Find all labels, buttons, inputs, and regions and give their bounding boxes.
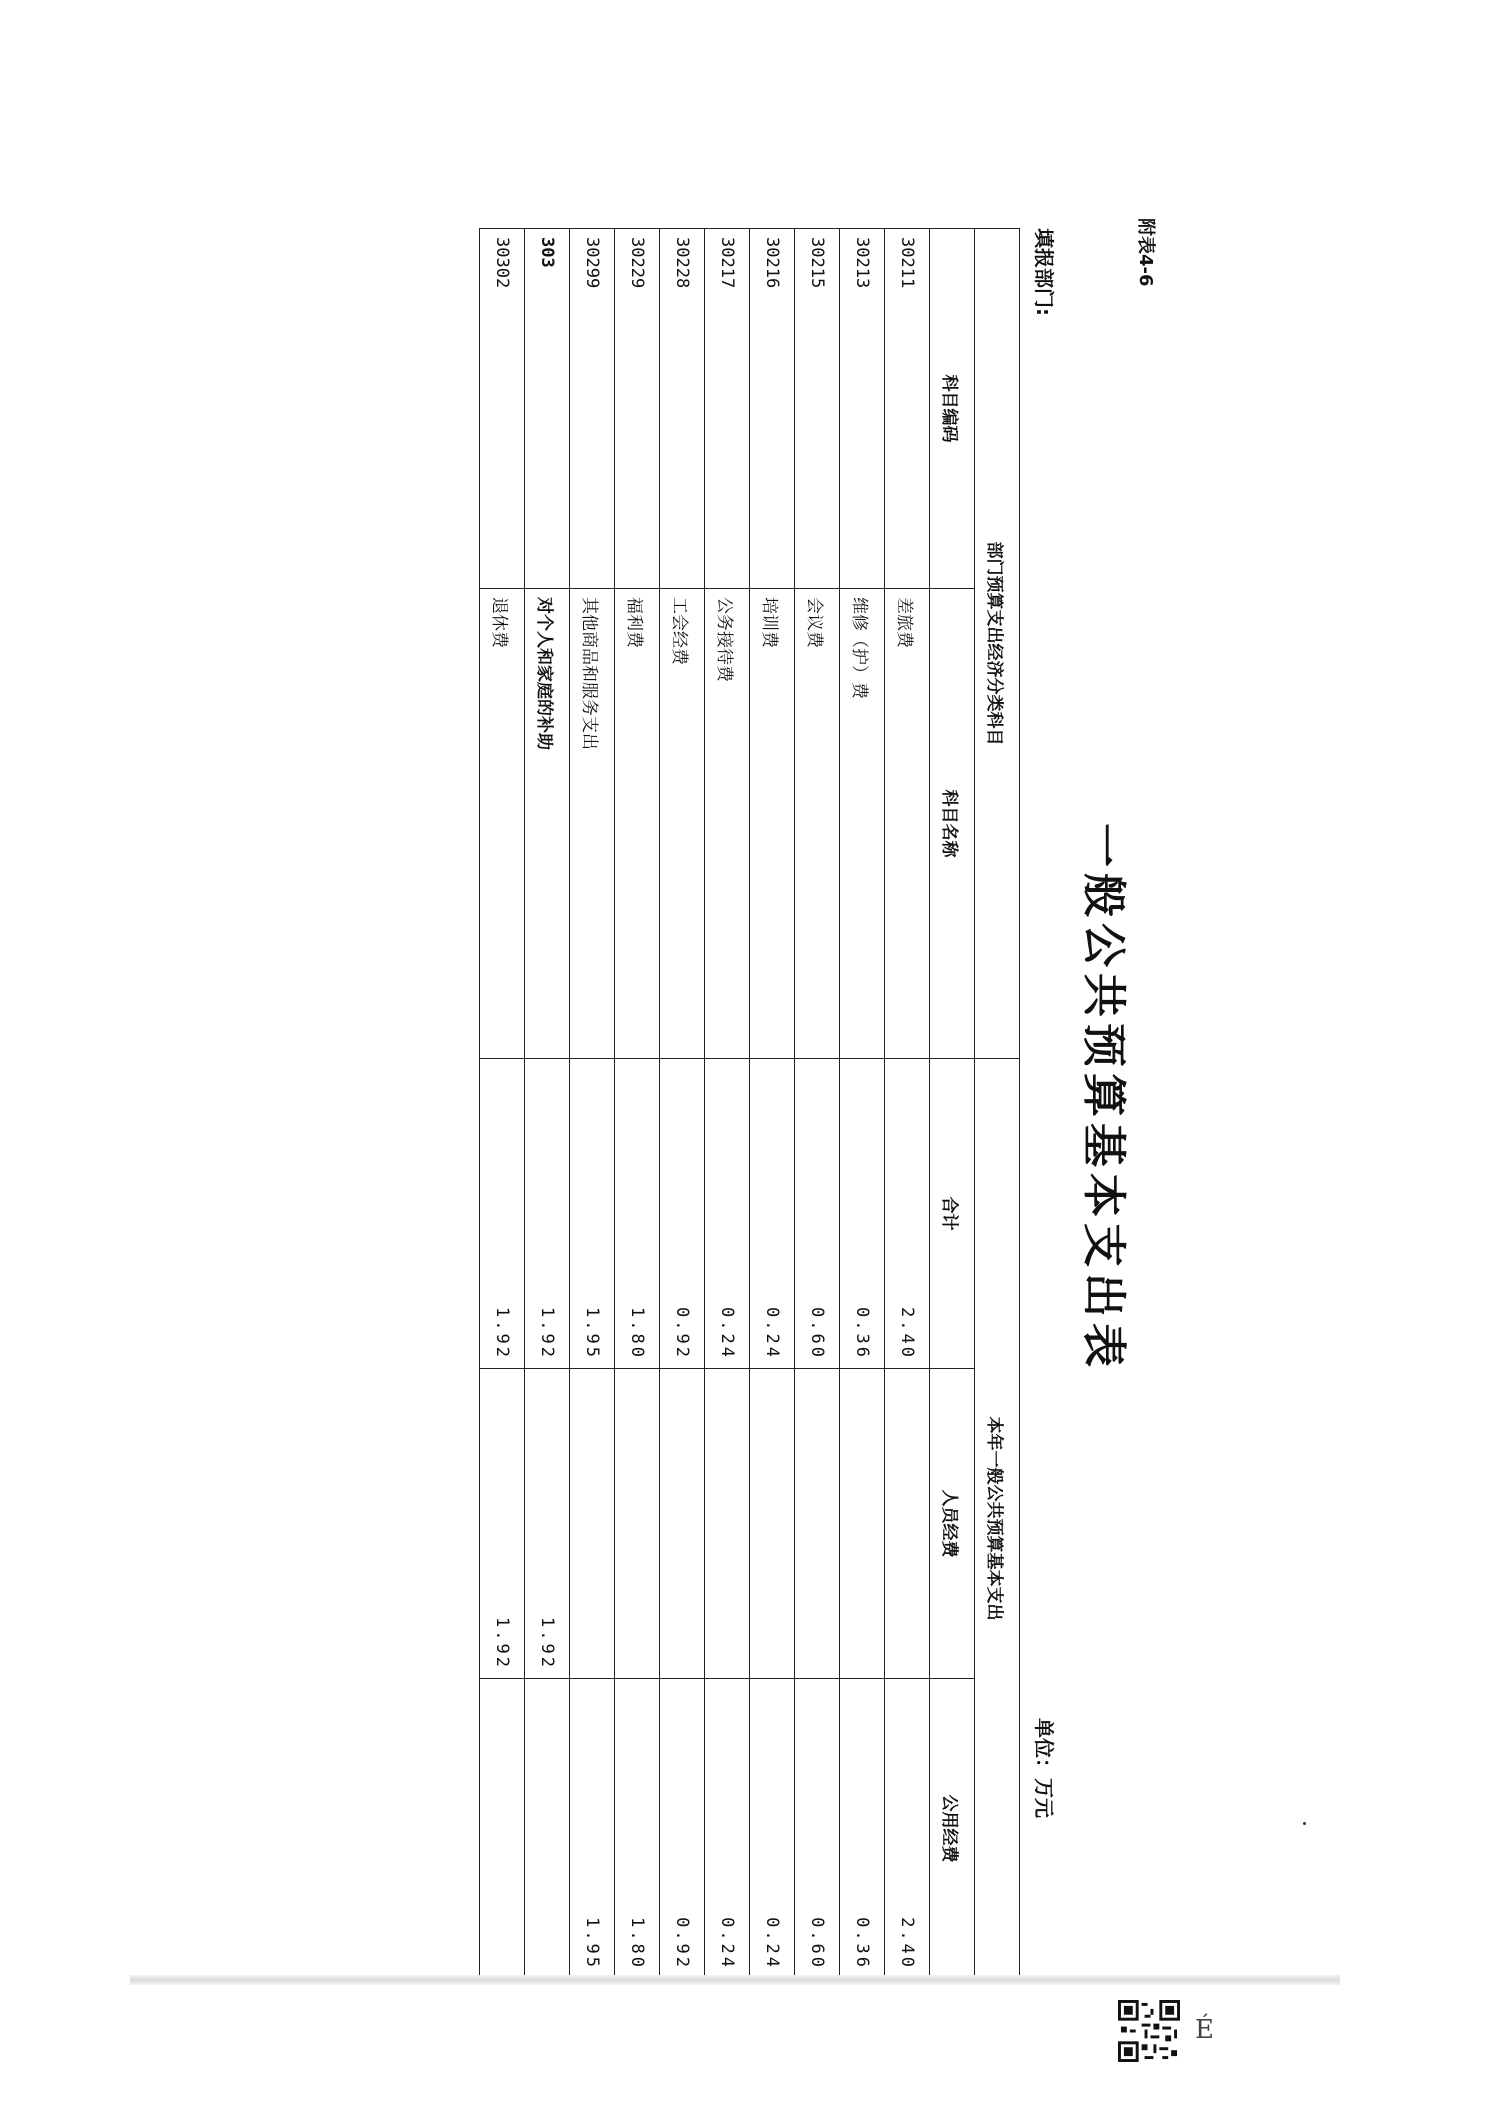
cell-personnel xyxy=(840,1369,885,1679)
cell-code: 30211 xyxy=(885,229,930,589)
cell-public xyxy=(525,1679,570,1979)
col-header-total: 合计 xyxy=(930,1059,975,1369)
group-header-economic-class: 部门预算支出经济分类科目 xyxy=(975,229,1020,1059)
col-header-code: 科目编码 xyxy=(930,229,975,589)
cell-total: 0.24 xyxy=(705,1059,750,1369)
table-row xyxy=(885,229,930,1979)
cell-public: 1.80 xyxy=(615,1679,660,1979)
scan-shadow-line xyxy=(130,1975,1340,1985)
cell-personnel xyxy=(660,1369,705,1679)
fill-department-label: 填报部门: xyxy=(1032,228,1056,316)
cell-code: 30299 xyxy=(570,229,615,589)
cell-code: 303 xyxy=(525,229,570,589)
col-header-personnel: 人员经费 xyxy=(930,1369,975,1679)
corner-letter: É xyxy=(1195,2015,1214,2045)
cell-code: 30229 xyxy=(615,229,660,589)
cell-total: 1.92 xyxy=(480,1059,525,1369)
cell-name: 会议费 xyxy=(795,589,840,1059)
cell-personnel: 1.92 xyxy=(525,1369,570,1679)
cell-code: 30213 xyxy=(840,229,885,589)
col-header-public: 公用经费 xyxy=(930,1679,975,1979)
table-row xyxy=(570,229,615,1979)
cell-name: 其他商品和服务支出 xyxy=(570,589,615,1059)
page-title: 一般公共预算基本支出表 xyxy=(1078,823,1129,1373)
cell-personnel: 1.92 xyxy=(480,1369,525,1679)
table-row xyxy=(480,229,525,1979)
cell-total: 0.92 xyxy=(660,1059,705,1369)
cell-name: 培训费 xyxy=(750,589,795,1059)
cell-code: 30228 xyxy=(660,229,705,589)
cell-total: 2.40 xyxy=(885,1059,930,1369)
cell-code: 30217 xyxy=(705,229,750,589)
table-row xyxy=(705,229,750,1979)
cell-public: 1.95 xyxy=(570,1679,615,1979)
cell-code: 30215 xyxy=(795,229,840,589)
cell-name: 工会经费 xyxy=(660,589,705,1059)
cell-public: 0.92 xyxy=(660,1679,705,1979)
cell-name: 对个人和家庭的补助 xyxy=(525,589,570,1059)
cell-total: 1.95 xyxy=(570,1059,615,1369)
cell-total: 1.80 xyxy=(615,1059,660,1369)
cell-name: 维修（护）费 xyxy=(840,589,885,1059)
cell-personnel xyxy=(795,1369,840,1679)
group-header-basic-expenditure: 本年一般公共预算基本支出 xyxy=(975,1059,1020,1979)
table-group-header-row xyxy=(975,229,1020,1979)
table-row xyxy=(660,229,705,1979)
budget-table xyxy=(479,228,1020,1979)
cell-public: 0.24 xyxy=(750,1679,795,1979)
cell-code: 30302 xyxy=(480,229,525,589)
cell-personnel xyxy=(885,1369,930,1679)
table-row xyxy=(615,229,660,1979)
table-row xyxy=(750,229,795,1979)
cell-name: 差旅费 xyxy=(885,589,930,1059)
cell-personnel xyxy=(615,1369,660,1679)
unit-label: 单位：万元 xyxy=(1032,1718,1056,1818)
table-row xyxy=(795,229,840,1979)
rotated-page xyxy=(160,218,1160,2078)
cell-name: 福利费 xyxy=(615,589,660,1059)
cell-personnel xyxy=(570,1369,615,1679)
annex-label: 附表4-6 xyxy=(1135,218,1156,287)
col-header-name: 科目名称 xyxy=(930,589,975,1059)
cell-personnel xyxy=(750,1369,795,1679)
cell-personnel xyxy=(705,1369,750,1679)
scan-speck xyxy=(1303,1822,1306,1825)
cell-name: 退休费 xyxy=(480,589,525,1059)
cell-public: 0.24 xyxy=(705,1679,750,1979)
cell-total: 1.92 xyxy=(525,1059,570,1369)
cell-public: 2.40 xyxy=(885,1679,930,1979)
cell-total: 0.36 xyxy=(840,1059,885,1369)
table-column-header-row xyxy=(930,229,975,1979)
qr-code-icon xyxy=(1118,2000,1180,2062)
cell-public: 0.36 xyxy=(840,1679,885,1979)
cell-public xyxy=(480,1679,525,1979)
cell-code: 30216 xyxy=(750,229,795,589)
cell-name: 公务接待费 xyxy=(705,589,750,1059)
cell-public: 0.60 xyxy=(795,1679,840,1979)
cell-total: 0.60 xyxy=(795,1059,840,1369)
table-row xyxy=(525,229,570,1979)
table-row xyxy=(840,229,885,1979)
cell-total: 0.24 xyxy=(750,1059,795,1369)
